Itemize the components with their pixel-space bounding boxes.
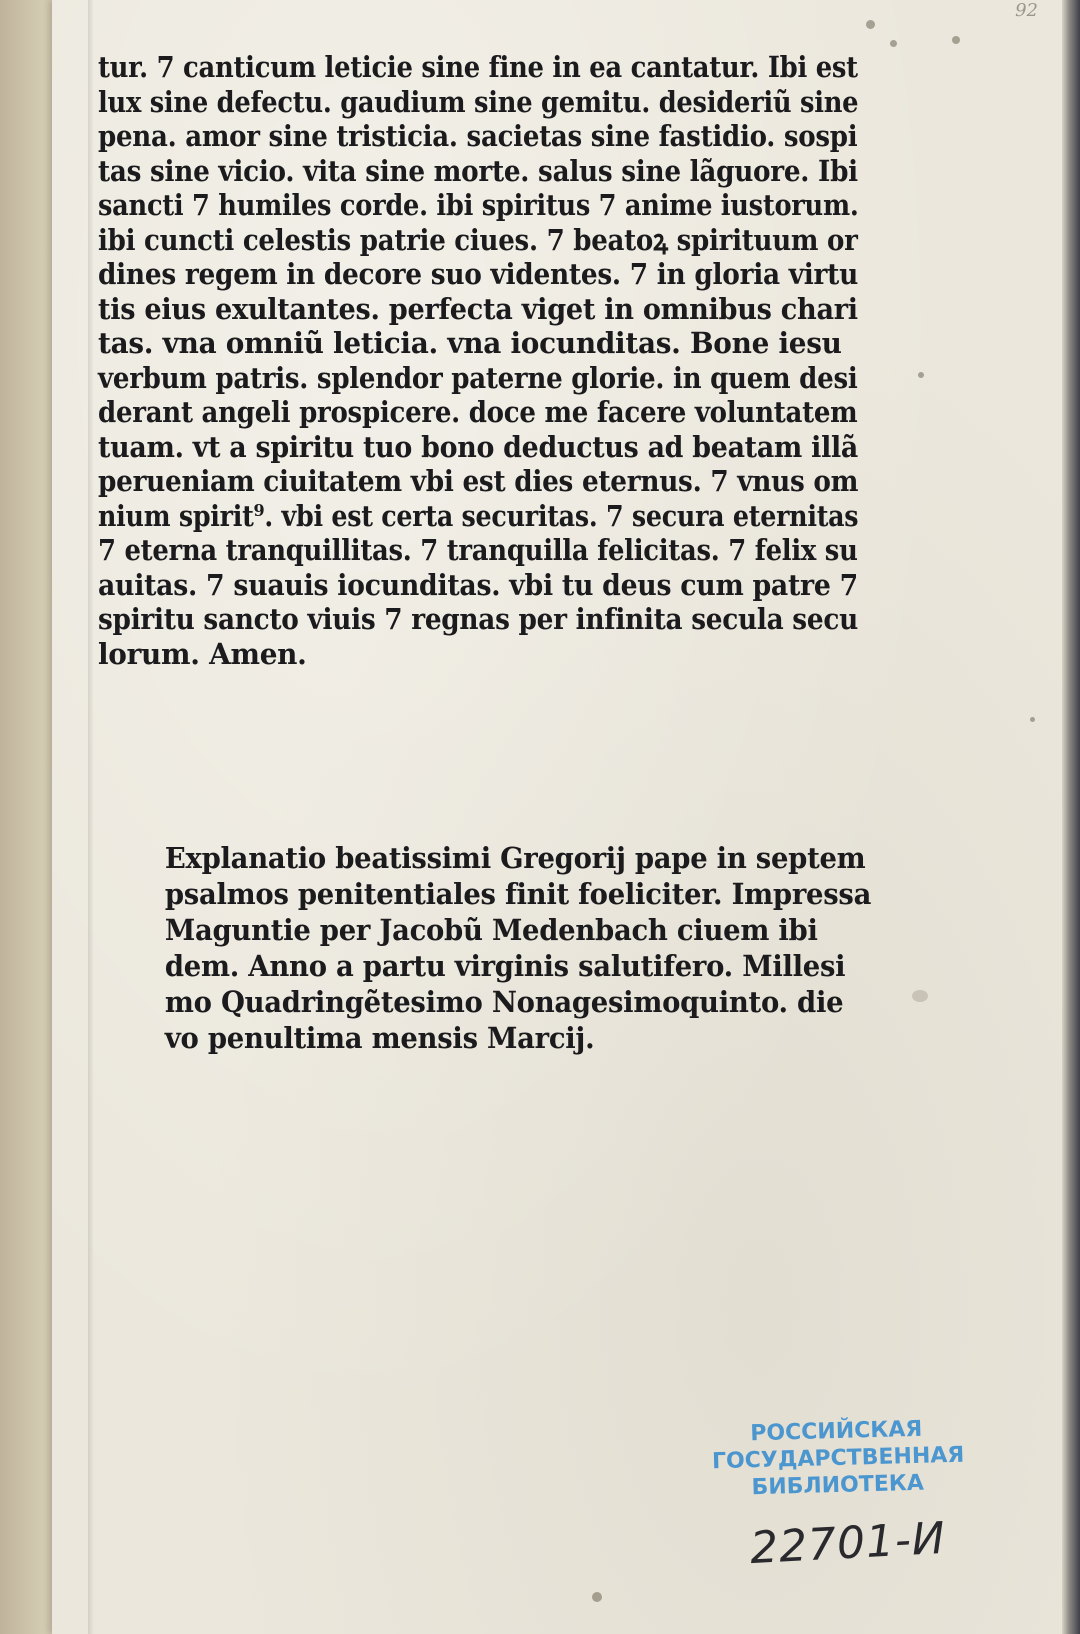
paper-speck (952, 36, 960, 44)
paper-speck (1030, 717, 1035, 722)
folio-mark: 92 (1015, 0, 1038, 21)
text-line: lorum. Amen. (98, 636, 307, 671)
text-line: tur. 7 canticum leticie sine fine in ea cantatur. Ibi est (98, 50, 858, 84)
colophon-line: dem. Anno a partu virginis salutifero. Millesi (164, 949, 846, 983)
main-text-block (98, 50, 888, 671)
colophon-line: psalmos penitentiales finit foeliciter. Impressa (164, 877, 872, 911)
text-line: tuam. vt a spiritu tuo bono deductus ad beatam illã (98, 429, 859, 464)
stamp-line: ГОСУДАРСТВЕННАЯ (711, 1442, 965, 1475)
page-fold-shadow (88, 0, 94, 1634)
text-line: perueniam ciuitatem vbi est dies eternus. 7 vnus om (98, 464, 859, 498)
text-line: pena. amor sine tristicia. sacietas sine fastidio. sospi (98, 119, 858, 153)
stamp-line: РОССИЙСКАЯ (749, 1416, 923, 1447)
handwritten-shelfmark: 22701-И (748, 1512, 947, 1575)
colophon-line: Explanatio beatissimi Gregorij pape in septem (164, 841, 866, 875)
paper-speck (912, 990, 928, 1002)
text-line: 7 eterna tranquillitas. 7 tranquilla felicitas. 7 felix su (98, 533, 858, 567)
text-line: auitas. 7 suauis iocunditas. vbi tu deus cum patre 7 (98, 567, 858, 602)
text-line: tis eius exultantes. perfecta viget in omnibus chari (98, 291, 858, 326)
text-line: tas sine vicio. vita sine morte. salus sine lãguore. Ibi (98, 153, 858, 188)
text-line: sancti 7 humiles corde. ibi spiritus 7 anime iustorum. (98, 188, 859, 222)
text-line: nium spirit⁹. vbi est certa securitas. 7 secura eternitas (98, 498, 859, 533)
text-line: spiritu sancto viuis 7 regnas per infinita secula secu (98, 602, 858, 636)
library-stamp (711, 1415, 963, 1503)
colophon-block (145, 840, 895, 1056)
colophon-line: mo Quadringẽtesimo Nonagesimoquinto. die (164, 985, 844, 1019)
paper-speck (592, 1592, 602, 1602)
book-right-edge (1062, 0, 1080, 1634)
stamp-line: БИБЛИОТЕКА (751, 1470, 925, 1501)
colophon-line: vo penultima mensis Marcij. (164, 1021, 595, 1055)
text-line: tas. vna omniũ leticia. vna iocunditas. Bone iesu (98, 326, 842, 360)
text-line: verbum patris. splendor paterne glorie. in quem desi (98, 360, 858, 395)
text-line: derant angeli prospicere. doce me facere voluntatem (98, 395, 858, 429)
colophon-line: Maguntie per Jacobũ Medenbach ciuem ibi (164, 913, 818, 947)
text-line: lux sine defectu. gaudium sine gemitu. desideriũ sine (98, 84, 859, 119)
text-line: ibi cuncti celestis patrie ciues. 7 beatoꝝ spirituum or (98, 222, 858, 257)
paper-speck (890, 40, 897, 47)
paper-speck (918, 372, 924, 378)
paper-speck (866, 20, 875, 29)
text-line: dines regem in decore suo videntes. 7 in gloria virtu (98, 257, 858, 291)
